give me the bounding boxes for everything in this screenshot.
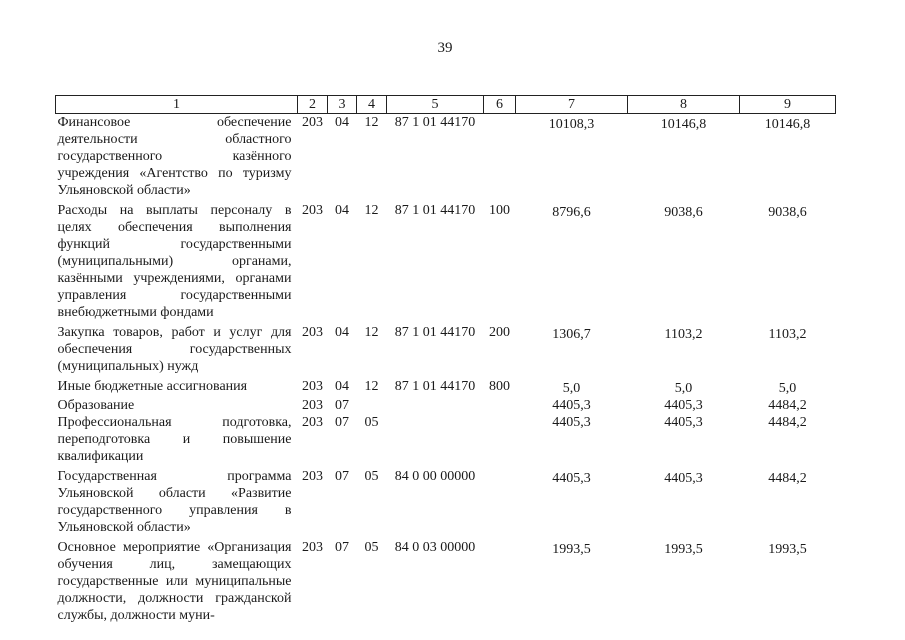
row-col-2: 203 (302, 540, 323, 555)
row-col-3: 07 (335, 469, 349, 484)
page-number: 39 (437, 40, 453, 56)
row-name: Финансовое обеспечение деятельности областного государственного казённого учреждения «Агентство по туризму Ульяновской области» (57, 115, 292, 198)
row-col-8: 1103,2 (664, 327, 703, 342)
row-col-6 (484, 114, 516, 203)
row-col-5 (387, 397, 484, 414)
table-row (56, 324, 836, 378)
row-col-9: 1993,5 (768, 542, 807, 557)
row-col-2: 203 (302, 379, 323, 394)
row-col-7: 4405,3 (552, 415, 591, 430)
row-col-5: 84 0 03 00000 (394, 540, 476, 555)
header-col-4: 4 (357, 96, 387, 114)
header-col-6: 6 (484, 96, 516, 114)
row-col-4 (357, 397, 387, 414)
row-col-2: 203 (302, 469, 323, 484)
row-col-7: 4405,3 (552, 398, 591, 413)
table-row (56, 414, 836, 468)
row-col-6: 100 (489, 203, 510, 218)
header-col-1: 1 (56, 96, 298, 114)
row-col-6 (484, 414, 516, 468)
budget-table (55, 95, 836, 624)
row-col-3: 07 (335, 415, 349, 430)
row-col-4: 12 (364, 379, 379, 394)
row-col-6: 800 (489, 379, 510, 394)
row-col-2: 203 (302, 398, 323, 413)
header-col-2: 2 (298, 96, 328, 114)
table-header-row (56, 96, 836, 114)
row-col-9: 1103,2 (768, 327, 807, 342)
row-col-9: 4484,2 (768, 471, 807, 486)
row-col-7: 10108,3 (548, 117, 595, 132)
row-col-8: 4405,3 (664, 415, 703, 430)
row-col-8: 10146,8 (660, 117, 707, 132)
row-col-2: 203 (302, 415, 323, 430)
row-name: Иные бюджетные ассигнования (57, 379, 248, 394)
row-col-5 (387, 414, 484, 468)
row-col-8: 1993,5 (664, 542, 703, 557)
row-col-9: 4484,2 (768, 415, 807, 430)
row-name: Закупка товаров, работ и услуг для обеспечения государственных (муниципальных) нужд (57, 325, 292, 374)
table-row (56, 378, 836, 397)
header-col-9: 9 (740, 96, 836, 114)
table-row (56, 397, 836, 414)
table-row (56, 202, 836, 324)
row-col-6: 200 (489, 325, 510, 340)
row-col-3: 04 (335, 325, 349, 340)
header-col-5: 5 (387, 96, 484, 114)
row-col-8: 9038,6 (664, 205, 703, 220)
header-col-8: 8 (628, 96, 740, 114)
row-col-3: 04 (335, 379, 349, 394)
table-row (56, 114, 836, 203)
row-col-9: 5,0 (778, 381, 797, 396)
row-col-2: 203 (302, 325, 323, 340)
row-name: Профессиональная подготовка, переподготовка и повышение квалификации (57, 415, 292, 464)
table-row (56, 468, 836, 539)
row-col-5: 87 1 01 44170 (394, 325, 476, 340)
row-col-7: 8796,6 (552, 205, 591, 220)
header-col-7: 7 (516, 96, 628, 114)
header-col-3: 3 (328, 96, 357, 114)
row-col-8: 4405,3 (664, 398, 703, 413)
row-col-2: 203 (302, 203, 323, 218)
row-col-3: 07 (335, 540, 349, 555)
row-col-4: 05 (364, 540, 379, 555)
row-col-5: 87 1 01 44170 (394, 203, 476, 218)
row-col-9: 10146,8 (764, 117, 811, 132)
row-col-2: 203 (302, 115, 323, 130)
row-col-9: 9038,6 (768, 205, 807, 220)
row-col-5: 87 1 01 44170 (394, 379, 476, 394)
row-name: Основное мероприятие «Организация обучения лиц, замещающих государственные или муниципальные должности, должности гражданской службы, должности муни- (57, 540, 292, 623)
row-col-4: 05 (364, 469, 379, 484)
row-col-3: 04 (335, 115, 349, 130)
row-col-8: 5,0 (674, 381, 693, 396)
row-col-3: 07 (335, 398, 349, 413)
row-col-4: 12 (364, 325, 379, 340)
row-col-7: 1306,7 (552, 327, 591, 342)
row-col-7: 1993,5 (552, 542, 591, 557)
row-col-6 (484, 539, 516, 624)
row-col-7: 5,0 (562, 381, 581, 396)
row-col-6 (484, 468, 516, 539)
table-row (56, 539, 836, 624)
row-col-5: 84 0 00 00000 (394, 469, 476, 484)
row-col-4: 12 (364, 203, 379, 218)
row-col-3: 04 (335, 203, 349, 218)
row-name: Государственная программа Ульяновской области «Развитие государственного управления в Ульяновской области» (57, 469, 292, 535)
row-col-6 (484, 397, 516, 414)
row-col-7: 4405,3 (552, 471, 591, 486)
row-col-4: 05 (364, 415, 379, 430)
row-name: Расходы на выплаты персоналу в целях обеспечения выполнения функций государственными (муниципальными) органами, казёнными учреждениями, органами управления государственными внебюджетными фондами (57, 203, 292, 320)
row-col-8: 4405,3 (664, 471, 703, 486)
row-col-4: 12 (364, 115, 379, 130)
row-col-9: 4484,2 (768, 398, 807, 413)
row-name: Образование (57, 398, 135, 413)
row-col-5: 87 1 01 44170 (394, 115, 476, 130)
